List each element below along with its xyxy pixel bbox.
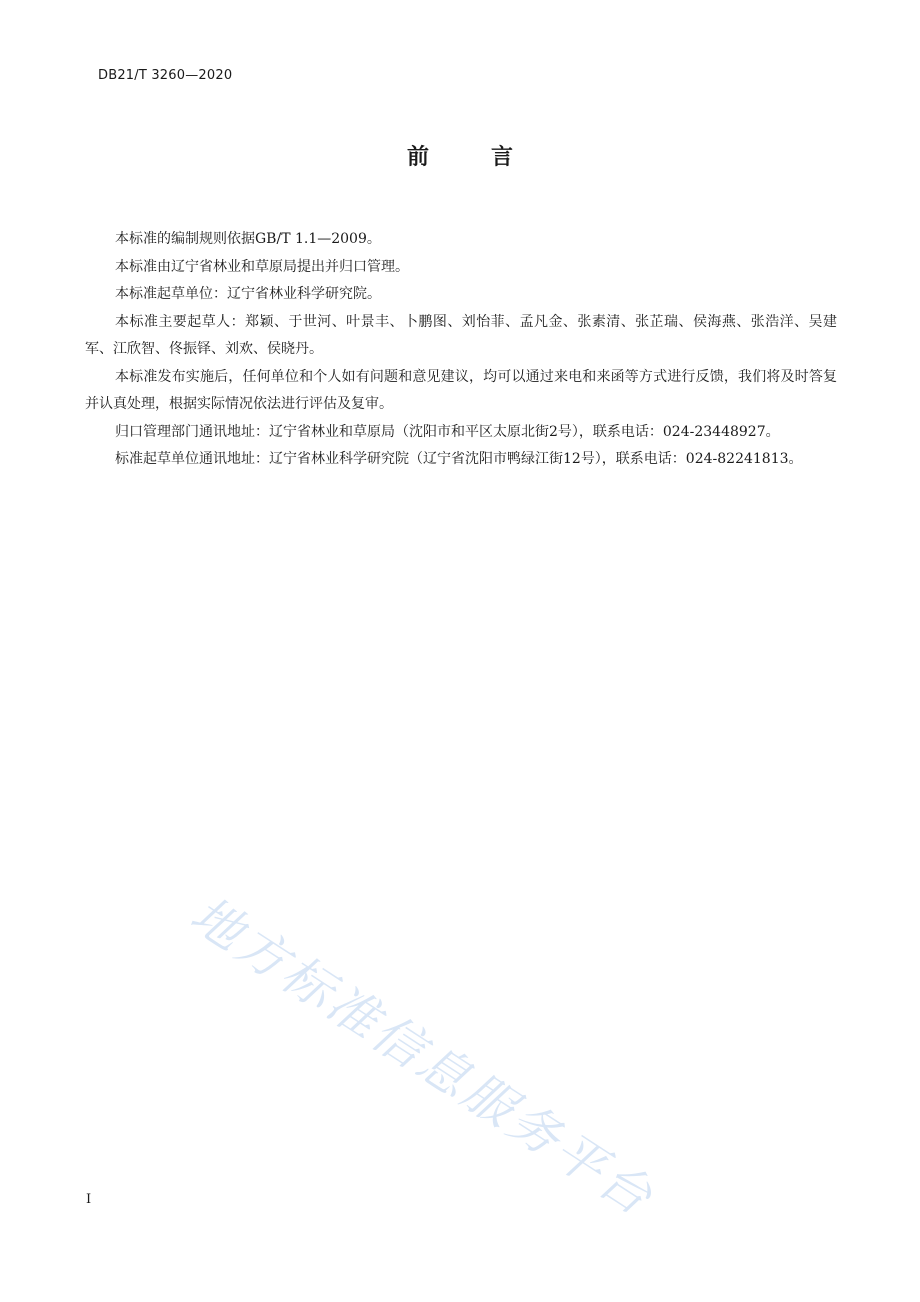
page-title — [0, 140, 920, 171]
paragraph-drafting-unit-address: 标准起草单位通讯地址：辽宁省林业科学研究院（辽宁省沈阳市鸭绿江街12号），联系电话：024-82241813。 — [115, 451, 803, 467]
document-code: DB21/T 3260—2020 — [98, 68, 233, 83]
paragraph-admin-address: 归口管理部门通讯地址：辽宁省林业和草原局（沈阳市和平区太原北街2号），联系电话：024-23448927。 — [115, 423, 780, 440]
paragraph-proposer: 本标准由辽宁省林业和草原局提出并归口管理。 — [115, 258, 409, 275]
paragraph-drafters: 本标准主要起草人：郑颖、于世河、叶景丰、卜鹏图、刘怡菲、孟凡金、张素清、张芷瑞、侯海燕、张浩洋、吴建军、江欣智、佟振铎、刘欢、侯晓丹。 — [85, 313, 837, 357]
watermark: 地方标准信息服务平台 — [180, 885, 665, 1228]
paragraph-feedback: 本标准发布实施后，任何单位和个人如有问题和意见建议，均可以通过来电和来函等方式进行反馈，我们将及时答复并认真处理，根据实际情况依法进行评估及复审。 — [85, 368, 837, 412]
title-part-1: 前 — [406, 145, 429, 170]
page-number: I — [86, 1192, 92, 1207]
foreword-body — [85, 226, 837, 474]
paragraph-drafting-rules: 本标准的编制规则依据GB/T 1.1—2009。 — [115, 231, 381, 247]
paragraph-drafting-unit: 本标准起草单位：辽宁省林业科学研究院。 — [115, 286, 381, 302]
title-part-2: 言 — [491, 145, 514, 170]
